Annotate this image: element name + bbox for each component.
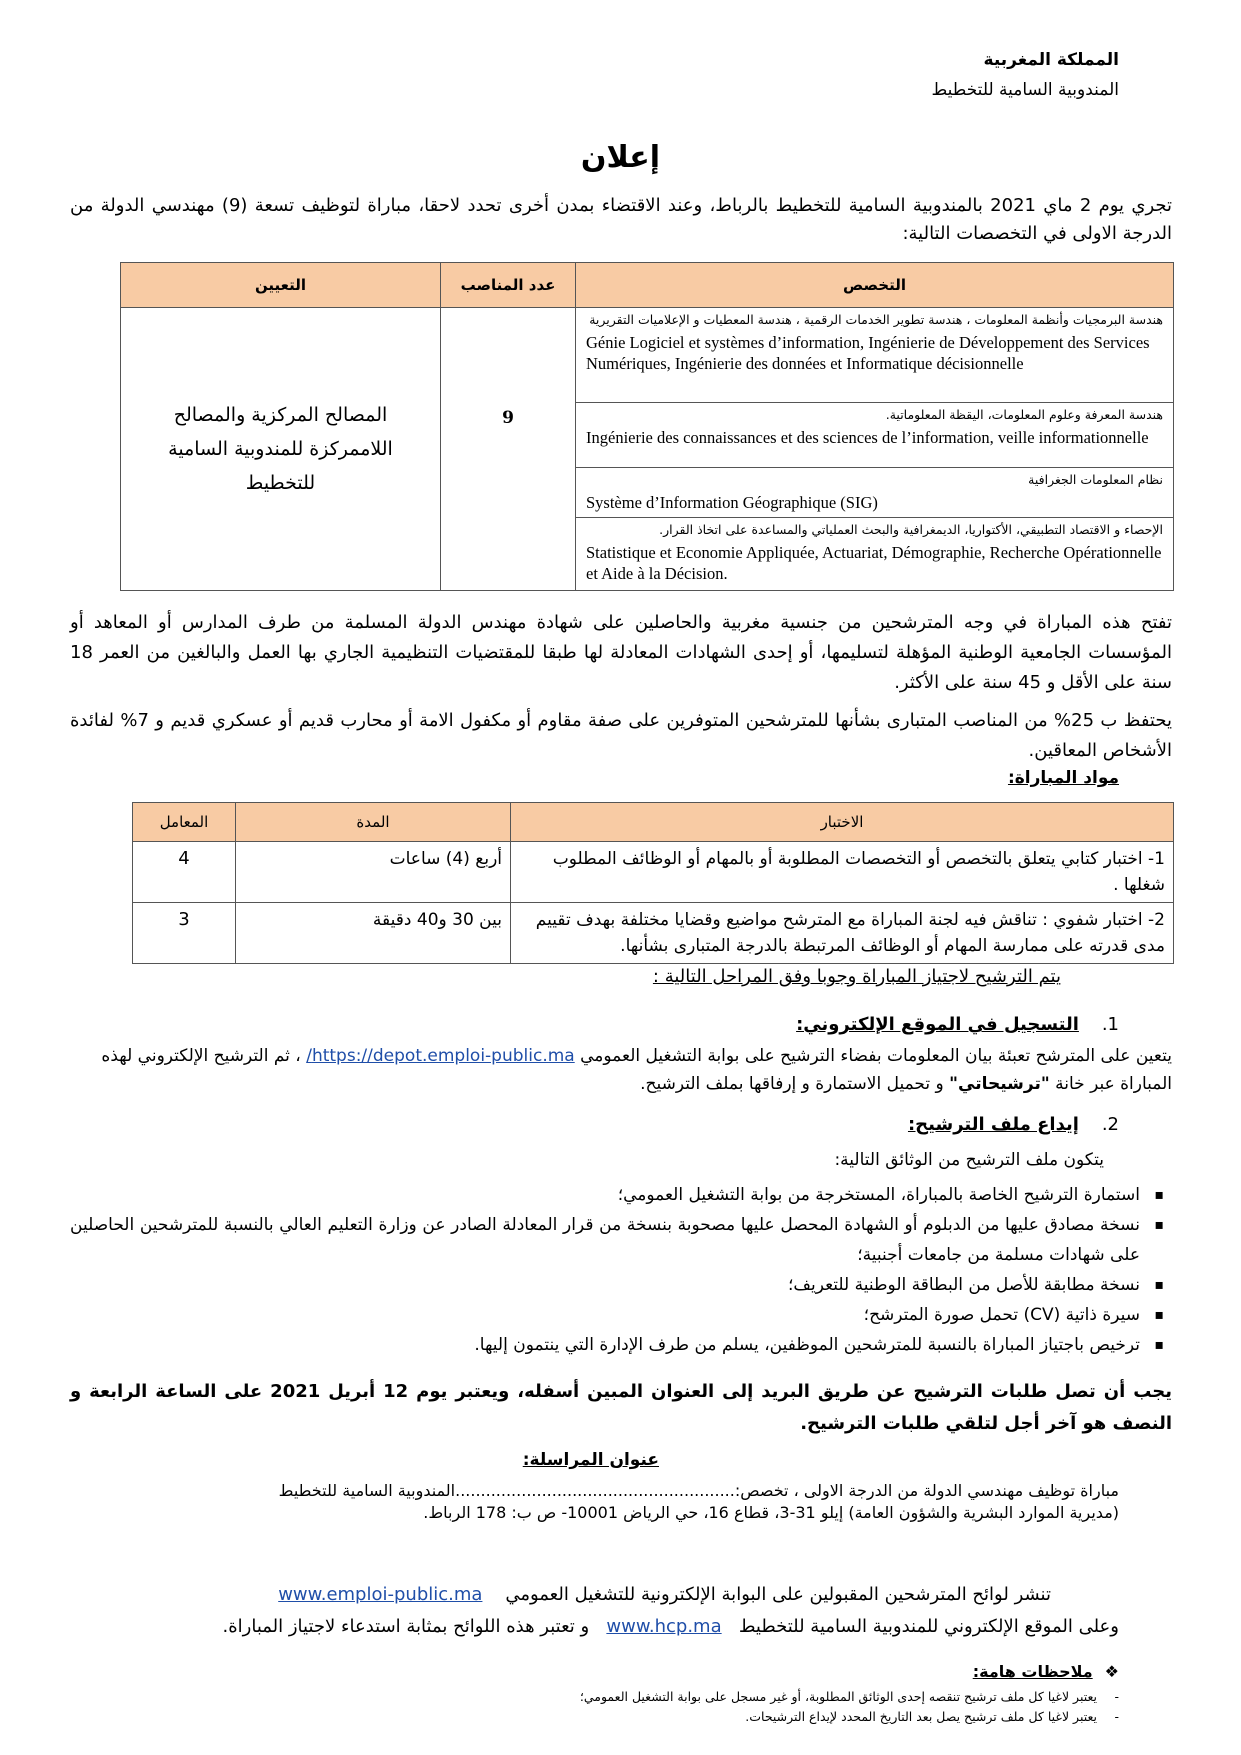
dash-bullet-icon: - [1114, 1709, 1119, 1724]
duration-cell: بين 30 و40 دقيقة [236, 903, 511, 964]
header-institution: المندوبية السامية للتخطيط [931, 80, 1119, 100]
note-item [580, 1688, 1119, 1706]
deadline-paragraph: يجب أن تصل طلبات الترشيح عن طريق البريد إلى العنوان المبين أسفله، ويعتبر يوم 12 أبريل 2021 على الساعة الرابعة و النصف هو آخر أجل لتلقي طلبات الترشيح. [70, 1381, 1172, 1434]
stage1-number: 1. [1101, 1014, 1119, 1035]
header-assignment: التعيين [121, 263, 441, 308]
table-row [121, 308, 1174, 403]
eligibility-paragraph: تفتح هذه المباراة في وجه المترشحين من جنسية مغربية والحاصلين على شهادة مهندس الدولة المسلمة من طرف المدارس أو المعاهد أو المؤسسات الجامعية الوطنية المؤهلة لتسليمها، أو إحدى الشهادات المعادلة لها طبقا للمقتضيات التنظيمية الجاري بها العمل والبالغين من العمر 18 سنة على الأقل و 45 سنة على الأكثر. [70, 612, 1172, 693]
exam-table [132, 802, 1174, 964]
stage1-heading [796, 1014, 1119, 1035]
address-line-1: مباراة توظيف مهندسي الدولة من الدرجة الاولى ، تخصص:.......................................................المندوبية السامية للتخطيط [278, 1481, 1119, 1500]
header-specialty: التخصص [576, 263, 1174, 308]
list-item: ▪ استمارة الترشيح الخاصة بالمباراة، المستخرجة من بوابة التشغيل العمومي؛ [70, 1180, 1172, 1210]
publication-text-2a: وعلى الموقع الإلكتروني للمندوبية السامية للتخطيط [738, 1616, 1119, 1637]
header-count: عدد المناصب [441, 263, 576, 308]
list-item: ▪ ترخيص باجتياز المباراة بالنسبة للمترشحين الموظفين، يسلم من طرف الإدارة التي ينتمون إليها. [70, 1330, 1172, 1360]
publication-line-1 [71, 1580, 1051, 1610]
stage1-box-name: "ترشيحاتي" [949, 1074, 1050, 1094]
publication-text-2b: و تعتبر هذه اللوائح بمثابة استدعاء لاجتياز المباراة. [222, 1616, 590, 1637]
positions-count: 9 [441, 308, 576, 591]
note-text: يعتبر لاغيا كل ملف ترشيح تنقصه إحدى الوثائق المطلوبة، أو غير مسجل على بوابة التشغيل العمومي؛ [579, 1689, 1097, 1704]
specialty-fr: Statistique et Economie Appliquée, Actuariat, Démographie, Recherche Opérationnelle et Aide à la Décision. [586, 543, 1162, 583]
specialty-cell [576, 308, 1174, 403]
specialty-cell [576, 468, 1174, 518]
notes-title: ملاحظات هامة: [972, 1662, 1093, 1681]
stage1-text-a: يتعين على المترشح تعبئة بيان المعلومات بفضاء الترشيح على بوابة التشغيل العمومي [580, 1046, 1172, 1066]
specialty-fr: Génie Logiciel et systèmes d’information, Ingénierie de Développement des Services Numériques, Ingénierie des données et Informatique décisionnelle [586, 333, 1150, 373]
dash-bullet-icon: - [1114, 1689, 1119, 1704]
publication-line-2 [79, 1612, 1119, 1642]
page-title: إعلان [580, 140, 661, 175]
stage2-heading [908, 1114, 1119, 1135]
table-row [133, 842, 1174, 903]
list-item: ▪ سيرة ذاتية (CV) تحمل صورة المترشح؛ [70, 1300, 1172, 1330]
stage1-text [80, 1042, 1172, 1098]
diamond-bullet-icon: ❖ [1104, 1662, 1119, 1681]
exam-header-row [133, 803, 1174, 842]
note-text: يعتبر لاغيا كل ملف ترشيح يصل بعد التاريخ المحدد لإيداع الترشيحات. [745, 1709, 1097, 1724]
specialty-ar: هندسة المعرفة وعلوم المعلومات، اليقظة المعلوماتية. [885, 407, 1163, 422]
publication-text-1: تنشر لوائح المترشحين المقبولين على البوابة الإلكترونية للتشغيل العمومي [505, 1584, 1051, 1605]
address-line-2: (مديرية الموارد البشرية والشؤون العامة) إيلو 31-3، قطاع 16، حي الرياض 10001- ص ب: 178 الرباط. [423, 1503, 1119, 1522]
quota-paragraph: يحتفظ ب 25% من المناصب المتبارى بشأنها للمترشحين المتوفرين على صفة مقاوم أو مكفول الامة أو محارب قديم أو عسكري قديم و 7% لفائدة الأشخاص المعاقين. [70, 710, 1172, 761]
specialty-ar: الإحصاء و الاقتصاد التطبيقي، الأكتواريا، الديمغرافية والبحث العملياتي والمساعدة على اتخاذ القرار. [659, 522, 1163, 537]
coef-cell: 3 [133, 903, 236, 964]
stage2-number: 2. [1101, 1114, 1119, 1135]
duration-cell: أربع (4) ساعات [236, 842, 511, 903]
specialty-cell [576, 403, 1174, 468]
positions-header-row [121, 263, 1174, 308]
stages-title: يتم الترشيح لاجتياز المباراة وجوبا وفق المراحل التالية : [652, 966, 1061, 987]
stage2-intro: يتكون ملف الترشيح من الوثائق التالية: [834, 1150, 1104, 1170]
header-coef: المعامل [133, 803, 236, 842]
specialty-fr: Système d’Information Géographique (SIG) [586, 493, 878, 512]
test-cell: 1- اختبار كتابي يتعلق بالتخصص أو التخصصات المطلوبة أو بالمهام أو الوظائف المطلوب شغلها . [511, 842, 1174, 903]
specialty-ar: نظام المعلومات الجغرافية [1028, 472, 1163, 487]
assignment-cell: المصالح المركزية والمصالح اللاممركزة للمندوبية السامية للتخطيط [121, 308, 441, 591]
intro-paragraph: تجري يوم 2 ماي 2021 بالمندوبية السامية للتخطيط بالرباط، وعند الاقتضاء بمدن أخرى تحدد لاحقا، مباراة لتوظيف تسعة (9) مهندسي الدولة من الدرجة الاولى في التخصصات التالية: [70, 195, 1172, 244]
coef-cell: 4 [133, 842, 236, 903]
list-item: ▪ نسخة مصادق عليها من الدبلوم أو الشهادة المحصل عليها مصحوبة بنسخة من قرار المعادلة الصادر عن وزارة التعليم العالي بالنسبة للمترشحين الحاصلين على شهادات مسلمة من جامعات أجنبية؛ [70, 1210, 1172, 1270]
stage2-title: إيداع ملف الترشيح: [907, 1114, 1079, 1135]
hcp-link[interactable]: www.hcp.ma [606, 1616, 722, 1637]
stage1-text-b: ، ثم الترشيح الإلكتروني لهذه المباراة عبر خانة [101, 1046, 1172, 1094]
test-cell: 2- اختبار شفوي : تناقش فيه لجنة المباراة مع المترشح مواضيع وقضايا مختلفة بهدف تقييم مدى قدرته على ممارسة المهام أو الوظائف المرتبطة بالدرجة المتبارى بشأنها. [511, 903, 1174, 964]
positions-table [120, 262, 1174, 591]
header-test: الاختبار [511, 803, 1174, 842]
emploi-public-link[interactable]: www.emploi-public.ma [278, 1584, 483, 1605]
exam-subjects-title: مواد المباراة: [1007, 768, 1119, 788]
stage1-text-c: و تحميل الاستمارة و إرفاقها بملف الترشيح. [640, 1074, 944, 1094]
table-row [133, 903, 1174, 964]
specialty-ar: هندسة البرمجيات وأنظمة المعلومات ، هندسة تطوير الخدمات الرقمية ، هندسة المعطيات و الإعلاميات التقريرية [589, 312, 1163, 327]
specialty-fr: Ingénierie des connaissances et des sciences de l’information, veille informationnelle [586, 428, 1149, 447]
depot-link[interactable]: https://depot.emploi-public.ma/ [306, 1046, 575, 1066]
documents-list [70, 1180, 1172, 1360]
stage1-title: التسجيل في الموقع الإلكتروني: [796, 1014, 1079, 1035]
note-item [745, 1708, 1119, 1726]
specialty-cell [576, 518, 1174, 591]
header-duration: المدة [236, 803, 511, 842]
list-item: ▪ نسخة مطابقة للأصل من البطاقة الوطنية للتعريف؛ [70, 1270, 1172, 1300]
header-kingdom: المملكة المغربية [983, 50, 1119, 70]
address-title: عنوان المراسلة: [522, 1450, 659, 1470]
notes-heading [973, 1662, 1119, 1681]
